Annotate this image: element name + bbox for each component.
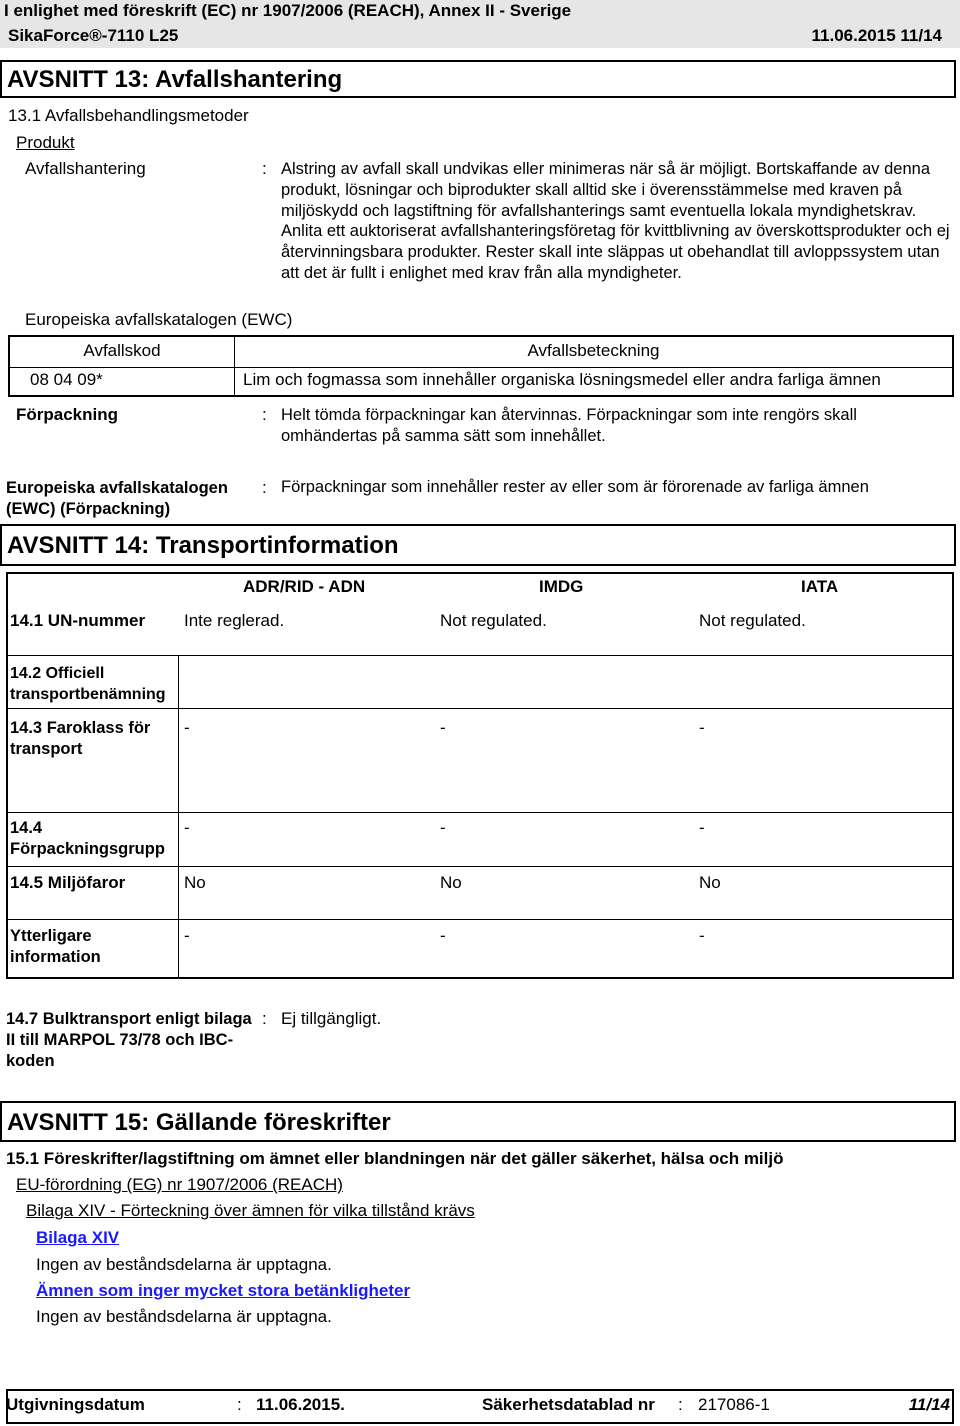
table-border [6,708,954,709]
footer-issue-date: 11.06.2015. [256,1395,345,1414]
transport-cell-adr: - [184,926,190,945]
transport-cell-iata: - [699,718,705,737]
transport-row-label: 14.1 UN-nummer [10,611,146,630]
section-13-1-heading: 13.1 Avfallsbehandlingsmetoder [8,106,249,125]
transport-cell-adr: No [184,873,206,892]
transport-row-label: 14.5 Miljöfaror [10,873,126,892]
section-13-title: AVSNITT 13: Avfallshantering [0,60,956,98]
transport-cell-imdg: - [440,818,446,837]
table-border [6,812,954,813]
avfallshantering-label: Avfallshantering [25,159,146,178]
table-border [8,335,954,337]
produkt-heading: Produkt [16,133,75,152]
section-15-title: AVSNITT 15: Gällande föreskrifter [0,1101,956,1142]
section-14-title: AVSNITT 14: Transportinformation [0,524,956,566]
bilaga-xiv-text: Ingen av beståndsdelarna är upptagna. [36,1255,332,1274]
footer-colon: : [678,1395,683,1414]
table-border [8,395,954,397]
avfallshantering-text: Alstring av avfall skall undvikas eller minimeras när så är möjligt. Bortskaffande av denna produkt, lösningar och biprodukter skall alltid ske i överensstämmelse med kraven på miljöskydd och lagstiftning för avfallshanterings samt eventuella lokala myndighetskrav. Anlita ett auktoriserat avfallshanteringsföretag för kvittblivning av överskottsprodukter och ej återvinningsbara produkter. Rester skall inte släppas ut obehandlat till avloppssystem utan att det är fullt i enlighet med krav från alla myndigheter. [281,160,950,282]
ewc-forpackning-text: Förpackningar som innehåller rester av eller som är förorenade av farliga ämnen [281,478,869,496]
table-header-avfallsbeteckning: Avfallsbeteckning [527,341,660,360]
table-border [178,655,179,979]
bulk-transport-value: Ej tillgängligt. [281,1009,382,1028]
table-border [952,572,954,979]
footer-issue-label: Utgivningsdatum [6,1395,145,1414]
bilaga-xiv-link[interactable]: Bilaga XIV [36,1228,120,1247]
transport-header-imdg: IMDG [539,577,584,596]
section-15-1-heading: 15.1 Föreskrifter/lagstiftning om ämnet eller blandningen när det gäller säkerhet, hälsa och miljö [6,1149,784,1168]
forpackning-text: Helt tömda förpackningar kan återvinnas. Förpackningar som inte rengörs skall omhändertas på samma sätt som innehållet. [281,406,857,445]
transport-cell-imdg: Not regulated. [440,611,547,630]
transport-header-iata: IATA [801,577,839,596]
table-border [6,977,954,979]
table-border [8,367,954,368]
table-border [952,335,954,397]
transport-cell-iata: - [699,926,705,945]
transport-cell-iata: No [699,873,721,892]
footer-colon: : [237,1395,242,1414]
bulk-transport-label: 14.7 Bulktransport enligt bilaga II till MARPOL 73/78 och IBC-koden [6,1010,252,1070]
transport-cell-imdg: - [440,926,446,945]
transport-cell-imdg: No [440,873,462,892]
transport-row-label: 14.4 Förpackningsgrupp [10,819,165,858]
transport-cell-iata: - [699,818,705,837]
header-date-page: 11.06.2015 11/14 [811,26,942,45]
header-regulation: I enlighet med föreskrift (EC) nr 1907/2006 (REACH), Annex II - Sverige [4,1,572,20]
table-border [6,919,954,920]
table-border [6,572,954,574]
footer-border [952,1389,954,1424]
table-border [6,866,954,867]
transport-row-label: Ytterligare information [10,927,101,966]
forpackning-label: Förpackning [16,405,119,424]
footer-border [6,1422,954,1424]
table-border [6,655,954,656]
transport-header-adr: ADR/RID - ADN [243,577,366,596]
svhc-link[interactable]: Ämnen som inger mycket stora betänkligheter [36,1281,411,1300]
transport-cell-adr: Inte reglerad. [184,611,285,630]
ewc-forpackning-label: Europeiska avfallskatalogen (EWC) (Förpackning) [6,479,228,518]
transport-cell-adr: - [184,818,190,837]
footer-sds-number: 217086-1 [698,1395,770,1414]
colon: : [262,478,267,497]
svhc-text: Ingen av beståndsdelarna är upptagna. [36,1307,332,1326]
colon: : [262,159,267,178]
transport-row-label: 14.3 Faroklass för transport [10,719,151,758]
annex-xiv-heading: Bilaga XIV - Förteckning över ämnen för vilka tillstånd krävs [26,1201,475,1220]
transport-cell-adr: - [184,718,190,737]
eu-regulation-heading: EU-förordning (EG) nr 1907/2006 (REACH) [16,1175,343,1194]
transport-cell-iata: Not regulated. [699,611,806,630]
table-cell-desc: Lim och fogmassa som innehåller organiska lösningsmedel eller andra farliga ämnen [243,370,881,389]
footer-page: 11/14 [908,1395,950,1414]
footer-border [6,1389,954,1391]
transport-row-label: 14.2 Officiell transportbenämning [10,665,166,703]
table-border [6,572,8,979]
colon: : [262,1009,267,1028]
footer-sds-label: Säkerhetsdatablad nr [482,1395,655,1414]
table-header-avfallskod: Avfallskod [83,341,161,360]
header-product: SikaForce®-7110 L25 [8,26,179,45]
table-cell-code: 08 04 09* [30,370,103,389]
colon: : [262,405,267,424]
ewc-label: Europeiska avfallskatalogen (EWC) [25,310,293,329]
transport-cell-imdg: - [440,718,446,737]
